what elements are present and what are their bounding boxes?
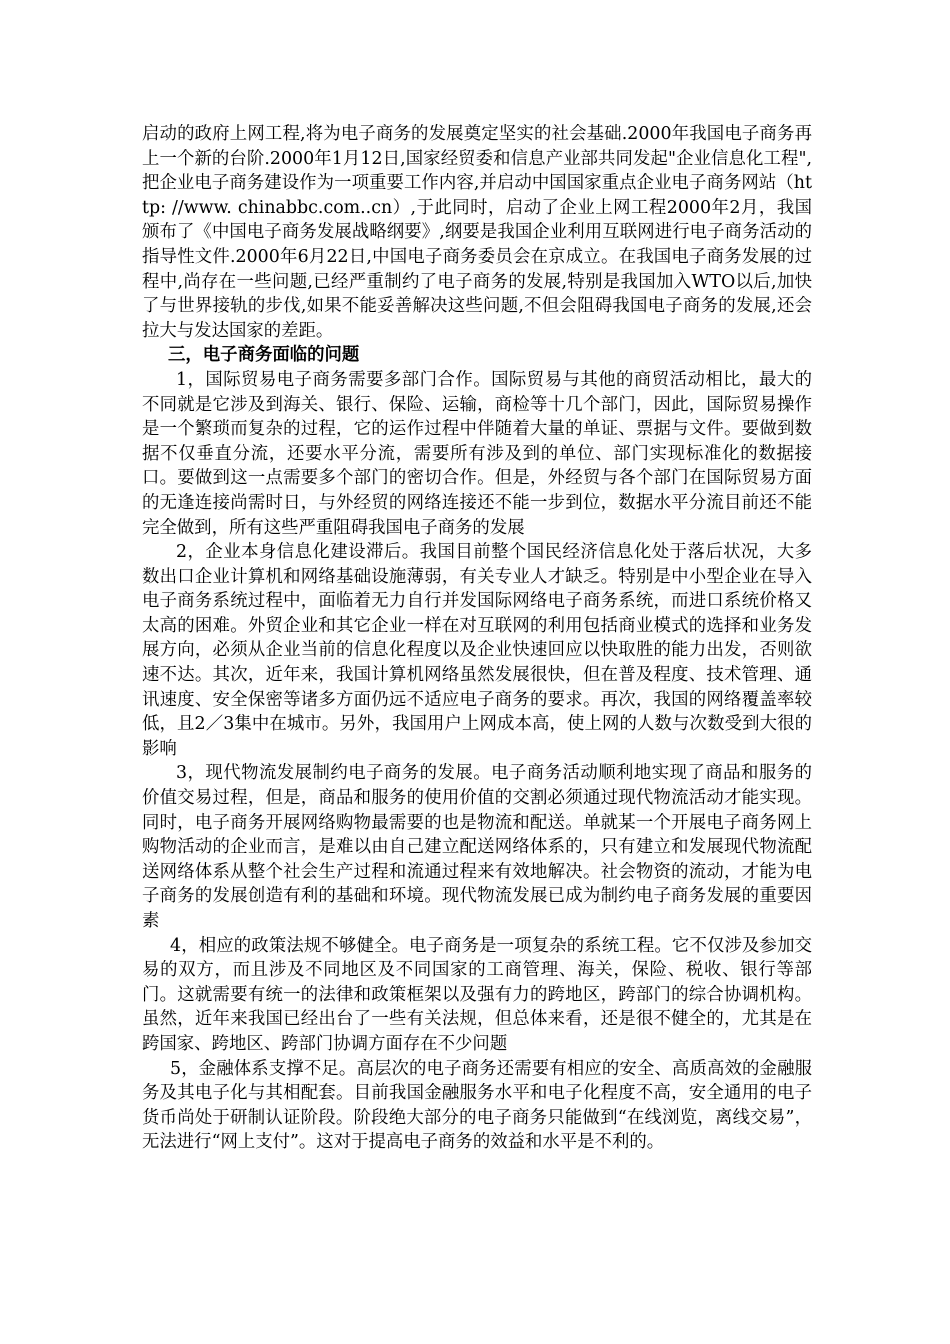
intro-paragraph: 启动的政府上网工程,将为电子商务的发展奠定坚实的社会基础.2000年我国电子商务再上一个新的台阶.2000年1月12日,国家经贸委和信息产业部共同发起"企业信息化工程",把企业电子商务建设作为一项重要工作内容,并启动中国国家重点企业电子商务网站（http: //www. chinabbc.com..cn）,于此同时，启动了企业上网工程2000年2月，我国颁布了《中国电子商务发展战略纲要》,纲要是我国企业利用互联网进行电子商务活动的指导性文件.2000年6月22日,中国电子商务委员会在京成立。在我国电子商务发展的过程中,尚存在一些问题,已经严重制约了电子商务的发展,特别是我国加入WTO以后,加快了与世界接轨的步伐,如果不能妥善解决这些问题,不但会阻碍我国电子商务的发展,还会拉大与发达国家的差距。 [142, 124, 812, 341]
document-page [142, 122, 812, 1155]
point-paragraph-4: 4，相应的政策法规不够健全。电子商务是一项复杂的系统工程。它不仅涉及参加交易的双方，而且涉及不同地区及不同国家的工商管理、海关，保险、税收、银行等部门。这就需要有统一的法律和政策框架以及强有力的跨地区，跨部门的综合协调机构。虽然，近年来我国已经出台了一些有关法规，但总体来看，还是很不健全的，尤其是在跨国家、跨地区、跨部门协调方面存在不少问题 [142, 935, 812, 1054]
point-paragraph-5: 5，金融体系支撑不足。高层次的电子商务还需要有相应的安全、高质高效的金融服务及其电子化与其相配套。目前我国金融服务水平和电子化程度不高，安全通用的电子货币尚处于研制认证阶段。阶段绝大部分的电子商务只能做到“在线浏览，离线交易”，无法进行“网上支付”。这对于提高电子商务的效益和水平是不利的。 [142, 1058, 812, 1153]
point-paragraph-1: 1，国际贸易电子商务需要多部门合作。国际贸易与其他的商贸活动相比，最大的不同就是它涉及到海关、银行、保险、运输，商检等十几个部门，因此，国际贸易操作是一个繁琐而复杂的过程，它的运作过程中伴随着大量的单证、票据与文件。要做到数据不仅垂直分流，还要水平分流，需要所有涉及到的单位、部门实现标准化的数据接口。要做到这一点需要多个部门的密切合作。但是，外经贸与各个部门在国际贸易方面的无逢连接尚需时日，与外经贸的网络连接还不能一步到位，数据水平分流目前还不能完全做到，所有这些严重阻碍我国电子商务的发展 [142, 369, 812, 538]
section-heading: 三，电子商务面临的问题 [168, 345, 360, 366]
point-paragraph-3: 3，现代物流发展制约电子商务的发展。电子商务活动顺利地实现了商品和服务的价值交易过程，但是，商品和服务的使用价值的交割必须通过现代物流活动才能实现。同时，电子商务开展网络购物最需要的也是物流和配送。单就某一个开展电子商务网上购物活动的企业而言，是难以由自己建立配送网络体系的，只有建立和发展现代物流配送网络体系从整个社会生产过程和流通过程来有效地解决。社会物资的流动，才能为电子商务的发展创造有利的基础和环境。现代物流发展已成为制约电子商务发展的重要因素 [142, 763, 812, 931]
point-paragraph-2: 2，企业本身信息化建设滞后。我国目前整个国民经济信息化处于落后状况，大多数出口企业计算机和网络基础设施薄弱，有关专业人才缺乏。特别是中小型企业在导入电子商务系统过程中，面临着无力自行并发国际网络电子商务系统，而进口系统价格又太高的困难。外贸企业和其它企业一样在对互联网的利用包括商业模式的选择和业务发展方向，必须从企业当前的信息化程度以及企业快速回应以快取胜的能力出发，否则欲速不达。其次，近年来，我国计算机网络虽然发展很快，但在普及程度、技术管理、通讯速度、安全保密等诸多方面仍远不适应电子商务的要求。再次，我国的网络覆盖率较低，且2／3集中在城市。另外，我国用户上网成本高，使上网的人数与次数受到大很的影响 [142, 542, 812, 759]
